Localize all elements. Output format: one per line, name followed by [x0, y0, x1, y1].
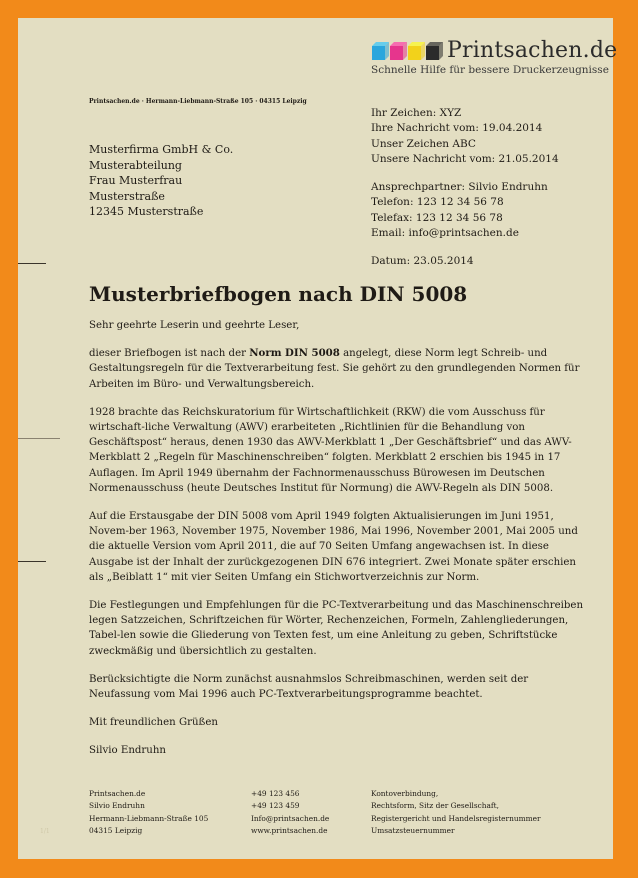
paragraph-2: 1928 brachte das Reichskuratorium für Wirtschaftlichkeit (RKW) die vom Ausschuss für wirtschaft-liche Verwaltung (AWV) erarbeiteten „Richtlinien für die Behandlung von Geschäftspost“ heraus, denen 1930 das AWV-Merkblatt 1 „Der Geschäftsbrief“ und das AWV-Merkblatt 2 „Regeln für Maschinenschreiben“ folgten. Merkblatt 2 erschien bis 1945 in 17 Auflagen. Im April 1949 übernahm der Fachnormenausschuss Bürowesen im Deutschen Normenausschuss (heute Deutsches Institut für Normung) die AWV-Regeln als DIN 5008.	[89, 406, 572, 494]
recipient-line: Musterfirma GmbH & Co.	[89, 143, 234, 156]
closing: Mit freundlichen Grüßen	[89, 717, 218, 729]
ref-ihr-zeichen: Ihr Zeichen: XYZ	[371, 107, 462, 119]
paragraph-3: Auf die Erstausgabe der DIN 5008 vom April 1949 folgten Aktualisierungen im Juni 1951, Novem-ber 1963, November 1975, November 1986, Mai 1996, November 2001, Mai 2005 und die aktuelle Version vom April 2011, die auf 70 Seiten Umfang angewachsen ist. In diese Ausgabe ist der Inhalt der zurückgezogenen DIN 676 integriert. Zwei Monate später erschien als „Beiblatt 1“ mit vier Seiten Umfang ein Stichwortverzeichnis zur Norm.	[89, 511, 578, 583]
recipient-line: 12345 Musterstraße	[89, 205, 204, 218]
footer-line: 04315 Leipzig	[89, 826, 143, 836]
footer-line: Hermann-Liebmann-Straße 105	[89, 813, 209, 823]
ref-datum: Datum: 23.05.2014	[371, 255, 474, 268]
ref-unsere-nachricht: Unsere Nachricht vom: 21.05.2014	[371, 152, 559, 165]
footer-line: Rechtsform, Sitz der Gesellschaft,	[371, 801, 499, 811]
paragraph-5: Berücksichtigte die Norm zunächst ausnahmslos Schreibmaschinen, werden seit der Neufassung vom Mai 1996 auch PC-Textverarbeitungsprogramme beachtet.	[89, 673, 529, 701]
ref-ansprechpartner: Ansprechpartner: Silvio Endruhn	[371, 181, 548, 194]
footer-contact	[251, 788, 329, 838]
logo-name: Printsachen.de	[447, 38, 618, 63]
magenta-cube	[390, 42, 407, 60]
letter-page	[18, 18, 618, 859]
fold-mark-bottom	[18, 561, 46, 562]
footer-line: Printsachen.de	[89, 789, 146, 798]
footer-line: Registergericht und Handelsregisternummer	[371, 813, 541, 823]
signature: Silvio Endruhn	[89, 745, 166, 757]
paragraph-1: dieser Briefbogen ist nach der Norm DIN 5008 angelegt, diese Norm legt Schreib- und Gestaltungsregeln für die Textverarbeitung fest. Sie gehört zu den grundlegenden Normen für Arbeiten im Büro- und Verwaltungsbereich.	[89, 347, 580, 390]
footer-line: Umsatzsteuernummer	[371, 826, 455, 836]
salutation: Sehr geehrte Leserin und geehrte Leser,	[89, 320, 300, 331]
ref-email: Email: info@printsachen.de	[371, 227, 519, 240]
logo-tagline: Schnelle Hilfe für bessere Druckerzeugnisse	[371, 64, 609, 76]
black-cube	[426, 42, 443, 60]
reference-block	[371, 106, 559, 270]
page-number: 1/1	[40, 828, 50, 835]
logo	[371, 38, 618, 78]
footer-company	[89, 788, 208, 838]
cyan-cube	[372, 42, 389, 60]
recipient-address	[89, 142, 233, 220]
footer-line: Silvio Endruhn	[89, 801, 145, 811]
footer-line: www.printsachen.de	[251, 826, 328, 836]
ref-telefon: Telefon: 123 12 34 56 78	[371, 196, 504, 209]
sender-line: Printsachen.de · Hermann-Liebmann-Straße 105 · 04315 Leipzig	[89, 98, 307, 105]
recipient-line: Musterabteilung	[89, 158, 182, 172]
footer-legal	[371, 788, 541, 838]
fold-mark-top	[18, 263, 46, 264]
yellow-cube	[408, 42, 425, 60]
punch-mark	[18, 438, 60, 439]
footer-line: Kontoverbindung,	[371, 789, 439, 798]
ref-telefax: Telefax: 123 12 34 56 78	[371, 211, 503, 224]
ref-unser-zeichen: Unser Zeichen ABC	[371, 137, 476, 150]
letter-body	[89, 318, 585, 772]
ref-ihre-nachricht: Ihre Nachricht vom: 19.04.2014	[371, 122, 543, 135]
footer-line: +49 123 459	[251, 801, 300, 811]
paragraph-4: Die Festlegungen und Empfehlungen für die PC-Textverarbeitung und das Maschinenschreiben legen Satzzeichen, Schriftzeichen für Wörter, Rechenzeichen, Formeln, Zahlengliederungen, Tabel-len sowie die Gliederung von Texten fest, um eine Anleitung zu geben, Schriftstücke zweckmäßig und übersichtlich zu gestalten.	[89, 600, 584, 657]
footer-line: Info@printsachen.de	[251, 813, 330, 823]
recipient-line: Musterstraße	[89, 189, 165, 203]
letter-title: Musterbriefbogen nach DIN 5008	[89, 282, 468, 306]
footer-line: +49 123 456	[251, 789, 300, 798]
recipient-line: Frau Musterfrau	[89, 174, 183, 187]
cubes-icon	[371, 40, 449, 62]
